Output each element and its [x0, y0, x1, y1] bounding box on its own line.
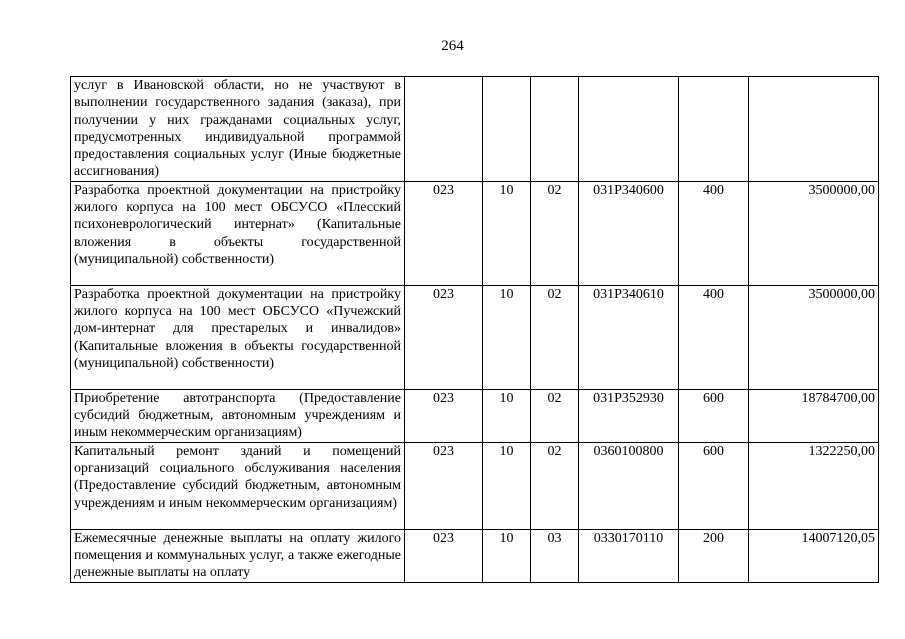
ministry-code: 023 — [405, 285, 483, 389]
amount — [749, 77, 879, 182]
row-description: Ежемесячные денежные выплаты на оплату жилого помещения и коммунальных услуг, а также ежегодные денежные выплаты на оплату — [71, 529, 405, 582]
target-article-code: 031P340610 — [579, 285, 679, 389]
ministry-code — [405, 77, 483, 182]
subsection-code — [531, 77, 579, 182]
row-description: Капитальный ремонт зданий и помещений организаций социального обслуживания населения (Предоставление субсидий бюджетным, автономным учреждениям и иным некоммерческим организациям) — [71, 442, 405, 529]
target-article-code — [579, 77, 679, 182]
table-row — [71, 77, 879, 182]
table-row — [71, 389, 879, 442]
section-code: 10 — [483, 181, 531, 285]
ministry-code: 023 — [405, 181, 483, 285]
budget-table — [70, 76, 879, 583]
subsection-code: 02 — [531, 285, 579, 389]
amount: 14007120,05 — [749, 529, 879, 582]
target-article-code: 0330170110 — [579, 529, 679, 582]
ministry-code: 023 — [405, 442, 483, 529]
ministry-code: 023 — [405, 529, 483, 582]
row-description: Приобретение автотранспорта (Предоставление субсидий бюджетным, автономным учреждениям и иным некоммерческим организациям) — [71, 389, 405, 442]
expense-type-code: 600 — [679, 389, 749, 442]
expense-type-code: 600 — [679, 442, 749, 529]
subsection-code: 02 — [531, 442, 579, 529]
expense-type-code: 400 — [679, 285, 749, 389]
ministry-code: 023 — [405, 389, 483, 442]
section-code: 10 — [483, 442, 531, 529]
target-article-code: 031P340600 — [579, 181, 679, 285]
expense-type-code: 400 — [679, 181, 749, 285]
amount: 3500000,00 — [749, 285, 879, 389]
subsection-code: 02 — [531, 389, 579, 442]
table-row — [71, 529, 879, 582]
expense-type-code: 200 — [679, 529, 749, 582]
amount: 1322250,00 — [749, 442, 879, 529]
table-row — [71, 442, 879, 529]
table-row — [71, 285, 879, 389]
row-description: услуг в Ивановской области, но не участвуют в выполнении государственного задания (заказа), при получении у них гражданами социальных услуг, предусмотренных индивидуальной программой предоставления социальных услуг (Иные бюджетные ассигнования) — [71, 77, 405, 182]
section-code — [483, 77, 531, 182]
section-code: 10 — [483, 285, 531, 389]
row-description: Разработка проектной документации на пристройку жилого корпуса на 100 мест ОБСУСО «Пучежский дом-интернат для престарелых и инвалидов» (Капитальные вложения в объекты государственной (муниципальной) собственности) — [71, 285, 405, 389]
section-code: 10 — [483, 529, 531, 582]
amount: 18784700,00 — [749, 389, 879, 442]
section-code: 10 — [483, 389, 531, 442]
amount: 3500000,00 — [749, 181, 879, 285]
table-row — [71, 181, 879, 285]
expense-type-code — [679, 77, 749, 182]
page-number: 264 — [441, 38, 464, 54]
target-article-code: 031P352930 — [579, 389, 679, 442]
target-article-code: 0360100800 — [579, 442, 679, 529]
subsection-code: 03 — [531, 529, 579, 582]
subsection-code: 02 — [531, 181, 579, 285]
row-description: Разработка проектной документации на пристройку жилого корпуса на 100 мест ОБСУСО «Плесский психоневрологический интернат» (Капитальные вложения в объекты государственной (муниципальной) собственности) — [71, 181, 405, 285]
